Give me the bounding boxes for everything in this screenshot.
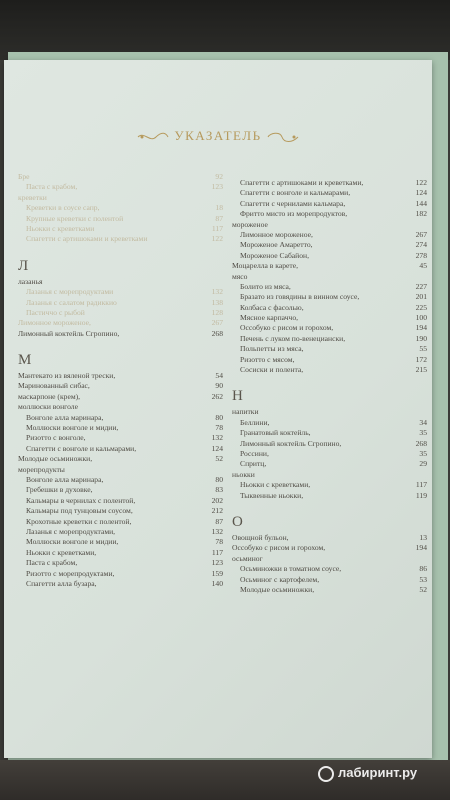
watermark xyxy=(318,765,417,782)
index-entry xyxy=(232,428,427,438)
index-entry-page: 225 xyxy=(415,302,427,312)
index-entry xyxy=(232,554,427,564)
index-entry-label: Маринованный сибас, xyxy=(18,381,90,391)
index-entry xyxy=(18,517,223,527)
index-entry-label: Мясное карпаччо, xyxy=(240,313,299,323)
index-entry-label: Спагетти с чернилами кальмара, xyxy=(240,198,346,208)
index-entry xyxy=(18,172,223,182)
index-entry-page: 144 xyxy=(415,198,427,208)
index-entry xyxy=(18,371,223,381)
index-entry xyxy=(18,548,223,558)
index-entry xyxy=(18,402,223,412)
index-entry-label: мороженое xyxy=(232,219,268,229)
index-entry-page: 138 xyxy=(211,297,223,307)
index-entry-page: 92 xyxy=(215,172,223,181)
letter-heading-l: Л xyxy=(18,257,29,274)
index-entry xyxy=(18,558,223,568)
letter-heading-n: Н xyxy=(232,388,243,405)
index-entry xyxy=(18,465,223,475)
index-entry-page: 78 xyxy=(215,423,223,433)
index-entry-page: 124 xyxy=(211,443,223,453)
index-entry-page: 83 xyxy=(215,485,223,495)
index-entry-page: 215 xyxy=(415,365,427,375)
index-entry xyxy=(18,298,223,308)
index-entry-page: 201 xyxy=(415,292,427,302)
index-entry xyxy=(18,234,223,244)
watermark-text: лабиринт.ру xyxy=(338,765,418,780)
index-entry-label: Гребешки в духовке, xyxy=(26,485,93,495)
index-heading xyxy=(4,128,432,144)
index-entry-label: Лазанья с салатом радиккио xyxy=(26,297,117,307)
index-entry xyxy=(18,318,223,328)
index-entry-label: Моцарелла в карете, xyxy=(232,261,298,271)
index-entry-label: Спагетти с артишоками и креветками, xyxy=(240,178,364,187)
index-entry-page: 132 xyxy=(211,287,223,297)
index-entry-label: Спагетти с артишоками и креветками xyxy=(26,234,148,244)
index-entry-label: моллюски вонголе xyxy=(18,402,78,412)
index-entry-label: Лазанья с морепродуктами, xyxy=(26,526,116,536)
index-entry xyxy=(232,355,427,365)
right-column xyxy=(232,178,427,599)
index-entry xyxy=(232,178,427,188)
index-entry xyxy=(232,282,427,292)
index-entry xyxy=(232,323,427,333)
group-o xyxy=(232,533,427,595)
index-entry-page: 100 xyxy=(415,313,427,323)
index-entry-label: Осьминожки в томатном соусе, xyxy=(240,564,342,574)
index-entry-label: Лимонный коктейль Сгропино, xyxy=(18,328,120,338)
index-entry-page: 132 xyxy=(211,433,223,443)
index-entry xyxy=(18,224,223,234)
index-entry xyxy=(18,413,223,423)
index-entry-label: осьминог xyxy=(232,553,263,563)
index-entry-label: ньокки xyxy=(232,469,255,479)
index-entry-label: напитки xyxy=(232,407,259,417)
index-entry-label: Ньокки с креветками, xyxy=(240,480,311,490)
index-entry-label: Гранатовый коктейль, xyxy=(240,428,311,438)
index-entry-label: Спагетти с вонголе и кальмарами, xyxy=(240,188,351,198)
index-entry-page: 90 xyxy=(215,381,223,391)
index-entry-page: 202 xyxy=(211,495,223,505)
left-column xyxy=(18,172,223,593)
index-entry-page: 34 xyxy=(419,417,427,427)
group-b-continued xyxy=(18,172,223,245)
index-entry-page: 194 xyxy=(415,543,427,553)
index-entry xyxy=(232,209,427,219)
index-entry xyxy=(18,214,223,224)
index-entry xyxy=(232,303,427,313)
index-entry xyxy=(18,506,223,516)
index-entry xyxy=(18,381,223,391)
index-entry-page: 159 xyxy=(211,568,223,578)
index-entry xyxy=(18,537,223,547)
index-entry-label: Пастиччо с рыбой xyxy=(26,307,85,317)
index-entry-label: Сосиски и полента, xyxy=(240,365,304,375)
index-entry xyxy=(232,334,427,344)
index-entry xyxy=(18,433,223,443)
index-entry-label: Лимонное мороженое, xyxy=(18,318,91,328)
index-entry xyxy=(232,240,427,250)
index-entry-page: 124 xyxy=(415,188,427,198)
index-entry xyxy=(232,439,427,449)
index-entry xyxy=(232,188,427,198)
index-entry xyxy=(232,261,427,271)
index-entry xyxy=(232,230,427,240)
index-entry-page: 140 xyxy=(211,578,223,588)
index-entry-label: Моллюски вонголе и мидии, xyxy=(26,423,119,433)
letter-heading-m: М xyxy=(18,352,32,369)
index-entry-page: 29 xyxy=(419,459,427,469)
index-entry-label: Спагетти алла бузара, xyxy=(26,578,97,588)
index-entry xyxy=(18,277,223,287)
index-entry-label: Моллюски вонголе и мидии, xyxy=(26,537,119,547)
index-entry xyxy=(18,287,223,297)
index-entry xyxy=(232,533,427,543)
index-entry-page: 35 xyxy=(419,448,427,458)
index-entry-page: 13 xyxy=(419,532,427,542)
index-entry xyxy=(18,569,223,579)
index-entry xyxy=(18,193,223,203)
index-entry-page: 35 xyxy=(419,428,427,438)
index-entry-page: 268 xyxy=(211,328,223,338)
index-entry-page: 53 xyxy=(419,574,427,584)
index-entry-label: Болито из мяса, xyxy=(240,281,291,291)
index-entry-page: 122 xyxy=(211,234,223,244)
index-entry-page: 54 xyxy=(215,371,223,381)
letter-heading-o: О xyxy=(232,513,243,530)
group-m xyxy=(18,371,223,589)
index-entry-label: Тыквенные ньокки, xyxy=(240,490,304,500)
index-entry-page: 123 xyxy=(211,558,223,568)
index-entry-label: Паста с крабом, xyxy=(26,182,78,192)
index-entry-page: 132 xyxy=(211,526,223,536)
index-entry-page: 78 xyxy=(215,537,223,547)
index-entry xyxy=(232,292,427,302)
index-entry-page: 227 xyxy=(415,281,427,291)
index-entry-page: 80 xyxy=(215,412,223,422)
index-entry-label: Оссобуко с рисом и горохом, xyxy=(240,323,334,333)
index-entry xyxy=(232,407,427,417)
index-entry xyxy=(232,491,427,501)
index-entry-page: 86 xyxy=(419,564,427,574)
index-entry-page: 18 xyxy=(215,203,223,213)
index-entry-label: Ньокки с креветками, xyxy=(26,547,97,557)
index-entry-label: Спритц, xyxy=(240,459,267,469)
index-entry-label: морепродукты xyxy=(18,464,65,474)
index-entry-page: 119 xyxy=(415,490,427,500)
left-ornament-icon xyxy=(136,131,170,143)
index-entry-label: Беллини, xyxy=(240,417,270,427)
index-entry xyxy=(18,392,223,402)
index-entry-label: Осьминог с картофелем, xyxy=(240,574,320,584)
index-entry-label: Печень с луком по-венециански, xyxy=(240,333,346,343)
index-entry-page: 190 xyxy=(415,333,427,343)
index-entry-page: 52 xyxy=(215,454,223,464)
index-entry-page: 268 xyxy=(415,438,427,448)
index-entry-label: Польпетты из мяса, xyxy=(240,344,304,354)
index-entry-label: Мороженое Амаретто, xyxy=(240,240,313,250)
index-entry-page: 128 xyxy=(211,307,223,317)
index-entry-label: Россини, xyxy=(240,448,269,458)
index-entry xyxy=(232,585,427,595)
index-entry xyxy=(232,449,427,459)
index-entry-page: 45 xyxy=(419,261,427,271)
index-entry xyxy=(18,329,223,339)
index-entry-page: 122 xyxy=(415,178,427,187)
index-entry-label: Мороженое Сабайон, xyxy=(240,250,309,260)
index-entry-page: 194 xyxy=(415,323,427,333)
index-entry xyxy=(232,470,427,480)
index-entry xyxy=(232,480,427,490)
index-entry-page: 123 xyxy=(211,182,223,192)
index-entry-page: 267 xyxy=(415,229,427,239)
background-top xyxy=(0,0,450,60)
index-entry xyxy=(18,444,223,454)
index-entry-label: Вонголе алла маринара, xyxy=(26,474,104,484)
index-entry xyxy=(18,454,223,464)
index-entry-label: Ньокки с креветками xyxy=(26,223,95,233)
index-entry-page: 117 xyxy=(415,480,427,490)
index-entry-page: 278 xyxy=(415,250,427,260)
group-n xyxy=(232,407,427,501)
book-page xyxy=(4,60,432,758)
index-entry-page: 87 xyxy=(215,516,223,526)
index-entry-label: Овощной бульон, xyxy=(232,532,289,542)
index-entry-label: Фритто мисто из морепродуктов, xyxy=(240,209,348,219)
index-entry-label: Ризотто с мясом, xyxy=(240,354,295,364)
index-entry-label: Кальмары под тунцовым соусом, xyxy=(26,506,133,516)
index-entry xyxy=(232,418,427,428)
index-entry xyxy=(232,459,427,469)
index-entry xyxy=(18,579,223,589)
index-entry-label: Крупные креветки с полентой xyxy=(26,213,124,223)
index-entry-label: Ризотто с вонголе, xyxy=(26,433,86,443)
index-entry-label: Лимонный коктейль Сгропино, xyxy=(240,438,342,448)
index-entry-page: 52 xyxy=(419,584,427,594)
index-entry-page: 87 xyxy=(215,213,223,223)
index-entry xyxy=(232,344,427,354)
index-entry xyxy=(232,199,427,209)
labirint-logo-icon xyxy=(318,766,334,782)
index-entry-label: Лазанья с морепродуктами xyxy=(26,287,114,297)
right-ornament-icon xyxy=(266,131,300,143)
index-entry-page: 55 xyxy=(419,344,427,354)
index-entry-label: Молодые осьминожки, xyxy=(18,454,93,464)
index-entry xyxy=(232,543,427,553)
index-entry-page: 267 xyxy=(211,318,223,328)
index-entry xyxy=(18,475,223,485)
index-entry-label: Спагетти с вонголе и кальмарами, xyxy=(26,443,137,453)
index-title: УКАЗАТЕЛЬ xyxy=(174,128,262,143)
index-entry xyxy=(18,485,223,495)
index-entry-label: Мантекато из вяленой трески, xyxy=(18,371,116,381)
index-entry xyxy=(232,575,427,585)
index-entry-label: Паста с крабом, xyxy=(26,558,78,568)
index-entry xyxy=(232,564,427,574)
index-entry-label: Бре xyxy=(18,172,30,181)
index-entry-label: Лимонное мороженое, xyxy=(240,229,313,239)
index-entry-page: 117 xyxy=(211,223,223,233)
index-entry-page: 274 xyxy=(415,240,427,250)
index-entry-label: Кальмары в чернилах с полентой, xyxy=(26,495,136,505)
index-entry xyxy=(18,182,223,192)
index-entry xyxy=(232,251,427,261)
index-entry-page: 117 xyxy=(211,547,223,557)
index-entry-page: 262 xyxy=(211,391,223,401)
index-entry xyxy=(232,272,427,282)
group-m-continued xyxy=(232,178,427,375)
index-entry-label: Колбаса с фасолью, xyxy=(240,302,304,312)
index-entry-page: 212 xyxy=(211,506,223,516)
index-entry xyxy=(232,220,427,230)
index-entry-page: 80 xyxy=(215,474,223,484)
index-entry-label: Молодые осьминожки, xyxy=(240,584,315,594)
index-entry-label: Креветки в соусе сапр, xyxy=(26,203,100,213)
index-entry-label: Крохотные креветки с полентой, xyxy=(26,516,132,526)
index-entry xyxy=(18,203,223,213)
index-entry-page: 172 xyxy=(415,354,427,364)
index-entry-label: Ризотто с морепродуктами, xyxy=(26,568,115,578)
index-entry-label: Бразато из говядины в винном соусе, xyxy=(240,292,360,302)
index-entry xyxy=(18,496,223,506)
index-entry-label: маскарпоне (крем), xyxy=(18,391,81,401)
index-entry-page: 182 xyxy=(415,209,427,219)
index-entry xyxy=(232,365,427,375)
index-entry xyxy=(18,423,223,433)
index-entry xyxy=(18,527,223,537)
group-l xyxy=(18,277,223,339)
index-entry-label: мясо xyxy=(232,271,248,281)
index-entry xyxy=(232,313,427,323)
index-entry-label: Вонголе алла маринара, xyxy=(26,412,104,422)
index-entry xyxy=(18,308,223,318)
index-entry-label: креветки xyxy=(18,192,47,202)
index-entry-label: лазанья xyxy=(18,276,43,286)
index-entry-label: Оссобуко с рисом и горохом, xyxy=(232,543,326,553)
